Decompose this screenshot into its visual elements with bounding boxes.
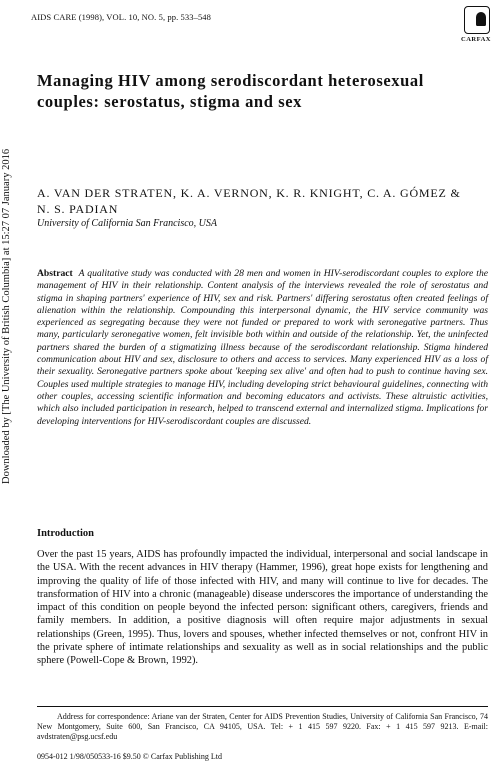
section-heading-introduction: Introduction [37,528,94,539]
journal-header: AIDS CARE (1998), VOL. 10, NO. 5, pp. 533–548 [31,12,212,22]
carfax-logo-text: CARFAX [461,36,491,43]
introduction-paragraph: Over the past 15 years, AIDS has profoundly impacted the individual, interpersonal and social landscape in the USA. With the recent advances in HIV therapy (Hammer, 1996), great hope exists for lengthening and improving the quality of life of those infected with HIV, and many will continue to live for decades. The transformation of HIV into a chronic (manageable) disease underscores the importance of understanding the impact of this condition on people beyond the infected person: significant others, caregivers, friends and family members. In addition, a positive diagnosis will often require major adjustments in sexual relationships (Green, 1995). Thus, lovers and spouses, whether infected themselves or not, confront HIV in the private sphere of intimate relationships and sexuality as well as in social relationships and the public sphere (Powell-Cope & Brown, 1992). [37,549,488,667]
abstract [37,268,488,428]
abstract-label: Abstract [37,268,73,279]
affiliation: University of California San Francisco, USA [37,218,217,229]
abstract-text: A qualitative study was conducted with 28 men and women in HIV-serodiscordant couples to explore the management of HIV in their relationship. Content analysis of the interviews revealed the role of serostatus and stigma in shaping partners' experience of HIV, sex and risk. Partners' differing serostatus often created feelings of alienation within the relationship. Compounding this interpersonal dynamic, the HIV service community was experienced as segregating because they were not funded or prepared to work with seronegative partners. Thus many, particularly seronegative women, felt invisible both within and outside of the relationship. Yet, the uninfected partners shared the burden of a stigmatizing illness because of the serodiscordant relationship. Stigma hindered communication about HIV and sex, disclosure to others and access to services. Many experienced HIV as a loss of their sexuality. Seronegative partners spoke about 'keeping sex alive' and often had to push to continue having sex. Couples used multiple strategies to manage HIV, including developing strict behavioural guidelines, connecting with other couples, accessing scientific information and becoming educators and activists. These altruistic activities, which also included participation in research, helped to transcend external and internalized stigma. Implications for developing interventions for HIV-serodiscordant couples are discussed. [37,268,488,427]
issn-price-line: 0954-012 1/98/050533-16 $9.50 © Carfax Publishing Ltd [37,752,222,761]
author-list: A. VAN DER STRATEN, K. A. VERNON, K. R. KNIGHT, C. A. GÓMEZ & N. S. PADIAN [37,186,461,216]
carfax-logo-icon [464,6,490,34]
article-title: Managing HIV among serodiscordant heterosexual couples: serostatus, stigma and sex [37,71,424,111]
download-watermark: Downloaded by [The University of British Columbia] at 15:27 07 January 2016 [1,148,12,484]
footnote-divider [37,706,488,707]
carfax-logo [458,6,494,46]
correspondence-footnote: Address for correspondence: Ariane van der Straten, Center for AIDS Prevention Studies, University of California San Francisco, 74 New Montgomery, Suite 600, San Francisco, CA 94105, USA. Tel: + 1 415 597 9220. Fax: + 1 415 597 9213. E-mail: avdstraten@psg.ucsf.edu [37,712,488,741]
